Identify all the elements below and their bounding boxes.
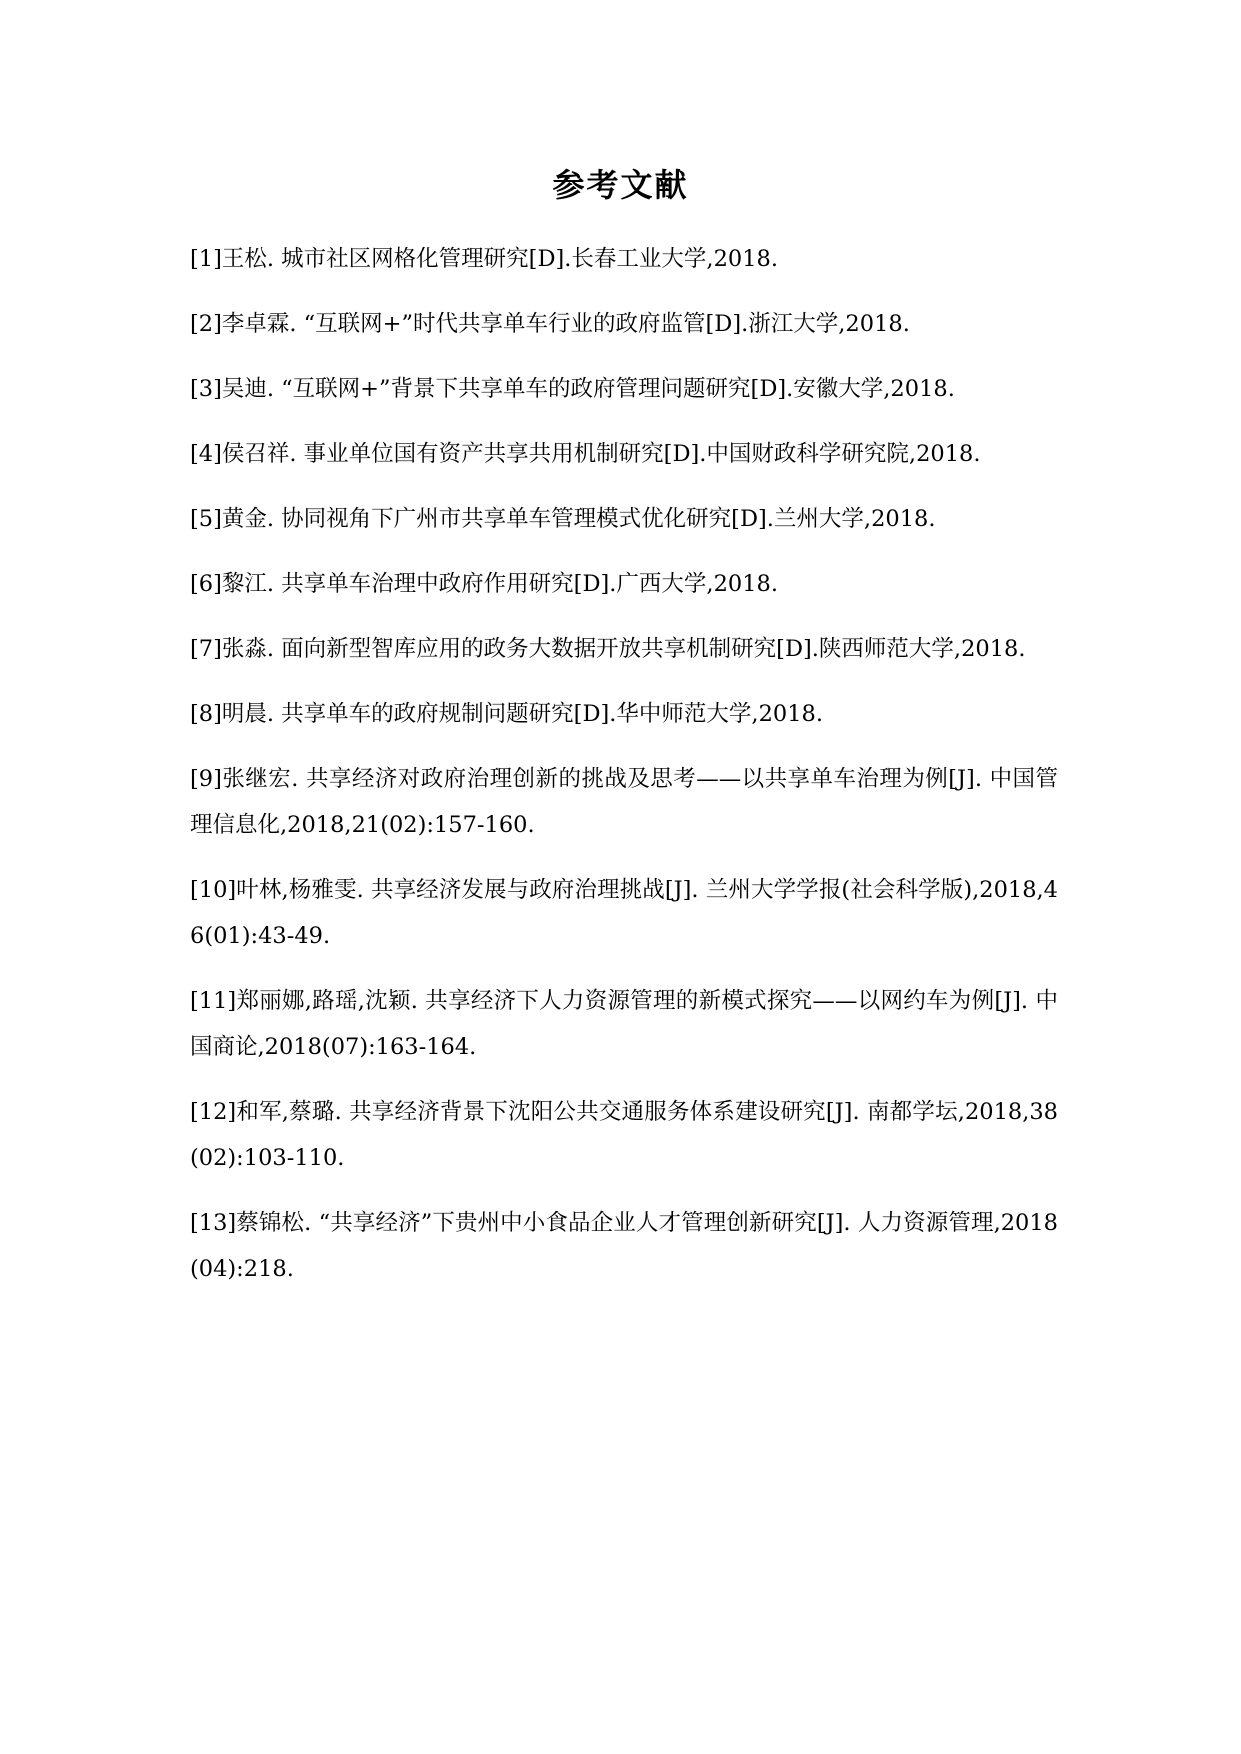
reference-item-1: [1]王松. 城市社区网格化管理研究[D].长春工业大学,2018.	[190, 246, 778, 272]
reference-item-9: [9]张继宏. 共享经济对政府治理创新的挑战及思考——以共享单车治理为例[J]. 中国管理信息化,2018,21(02):157-160.	[190, 766, 1058, 838]
reference-item-6: [6]黎江. 共享单车治理中政府作用研究[D].广西大学,2018.	[190, 571, 778, 597]
reference-item-13: [13]蔡锦松. “共享经济”下贵州中小食品企业人才管理创新研究[J]. 人力资源管理,2018(04):218.	[190, 1210, 1058, 1282]
reference-item-11: [11]郑丽娜,路瑶,沈颖. 共享经济下人力资源管理的新模式探究——以网约车为例[J]. 中国商论,2018(07):163-164.	[190, 988, 1058, 1060]
reference-list	[190, 236, 1058, 1311]
reference-item-8: [8]明晨. 共享单车的政府规制问题研究[D].华中师范大学,2018.	[190, 701, 823, 727]
reference-item-5: [5]黄金. 协同视角下广州市共享单车管理模式优化研究[D].兰州大学,2018.	[190, 506, 936, 532]
reference-item-3: [3]吴迪. “互联网+”背景下共享单车的政府管理问题研究[D].安徽大学,2018.	[190, 376, 955, 402]
reference-item-12: [12]和军,蔡璐. 共享经济背景下沈阳公共交通服务体系建设研究[J]. 南都学坛,2018,38(02):103-110.	[190, 1099, 1058, 1171]
page-title: 参考文献	[552, 166, 689, 204]
reference-item-10: [10]叶林,杨雅雯. 共享经济发展与政府治理挑战[J]. 兰州大学学报(社会科学版),2018,46(01):43-49.	[190, 877, 1058, 949]
reference-item-2: [2]李卓霖. “互联网+”时代共享单车行业的政府监管[D].浙江大学,2018.	[190, 311, 910, 337]
reference-item-7: [7]张淼. 面向新型智库应用的政务大数据开放共享机制研究[D].陕西师范大学,2018.	[190, 636, 1026, 662]
reference-item-4: [4]侯召祥. 事业单位国有资产共享共用机制研究[D].中国财政科学研究院,2018.	[190, 441, 981, 467]
